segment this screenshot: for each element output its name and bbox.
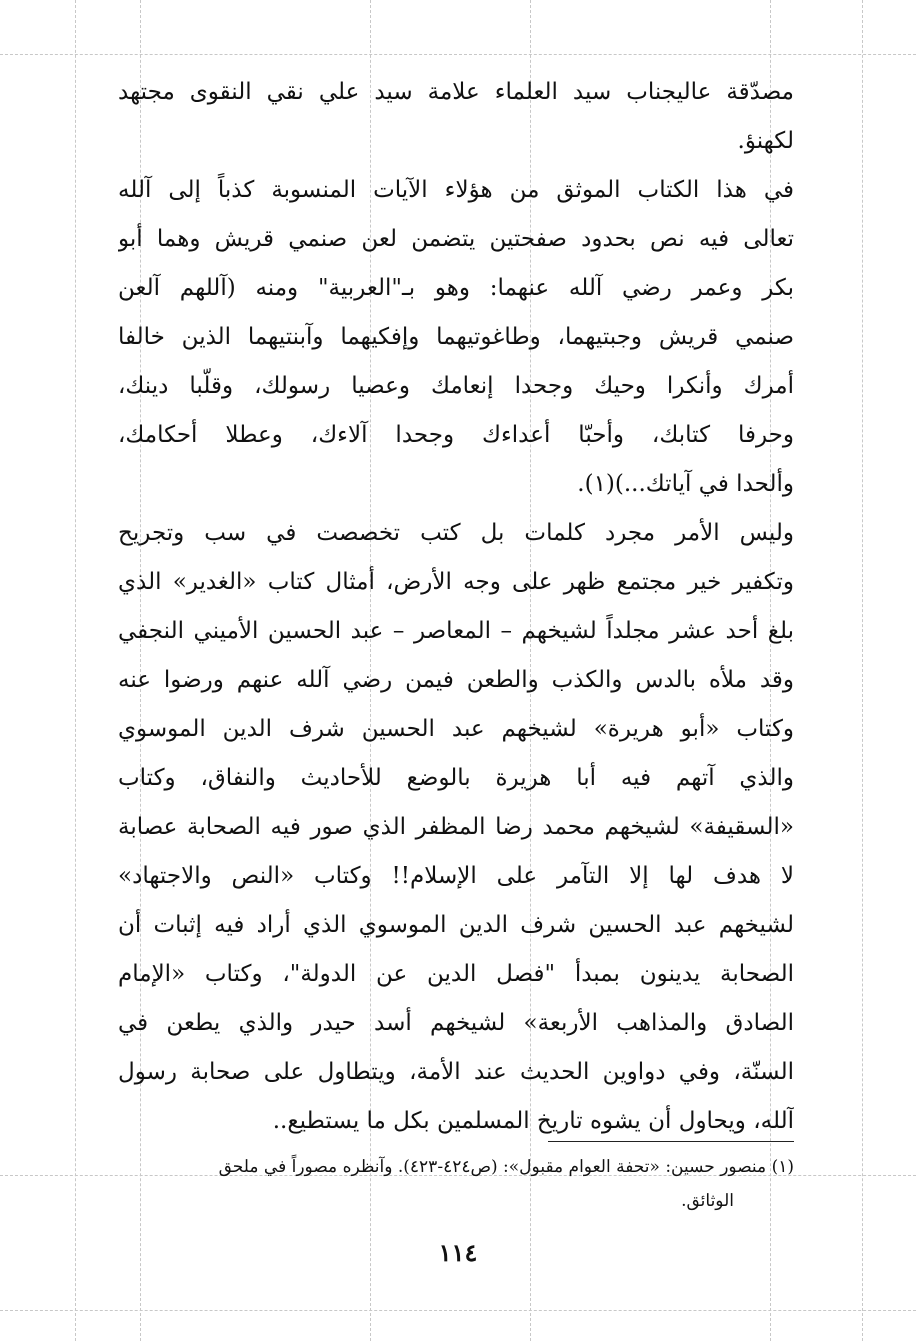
text-line: وألحدا في آياتك...)(١).	[577, 471, 794, 497]
text-line: بكر وعمر رضي آلله عنهما: وهو بـ"العربية" ومنه (آللهم آلعن	[118, 275, 794, 301]
footnote-line: الوثائق.	[681, 1191, 734, 1211]
text-line: بلغ أحد عشر مجلداً لشيخهم – المعاصر – عبد الحسين الأميني النجفي	[118, 618, 794, 644]
page-number: ١١٤	[438, 1238, 478, 1267]
guide-line	[862, 0, 863, 1341]
text-line: السنّة، وفي دواوين الحديث عند الأمة، ويتطاول على صحابة رسول	[118, 1059, 794, 1085]
text-line: وقد ملأه بالدس والكذب والطعن فيمن رضي آلله عنهم ورضوا عنه	[118, 667, 794, 693]
guide-line	[0, 54, 916, 55]
text-line: لا هدف لها إلا التآمر على الإسلام!! وكتاب «النص والاجتهاد»	[118, 863, 794, 889]
footnotes	[118, 1150, 794, 1218]
text-line: تعالى فيه نص بحدود صفحتين يتضمن لعن صنمي قريش وهما أبو	[118, 226, 794, 252]
text-line: الصادق والمذاهب الأربعة» لشيخهم أسد حيدر والذي يطعن في	[118, 1010, 794, 1036]
text-line: آلله، ويحاول أن يشوه تاريخ المسلمين بكل ما يستطيع..	[272, 1108, 794, 1134]
page-body	[118, 68, 794, 1146]
text-line: وكتاب «أبو هريرة» لشيخهم عبد الحسين شرف الدين الموسوي	[118, 716, 794, 742]
text-line: وليس الأمر مجرد كلمات بل كتب تخصصت في سب وتجريح	[118, 520, 794, 546]
text-line: صنمي قريش وجبتيهما، وطاغوتيهما وإفكيهما وآبنتيهما الذين خالفا	[118, 324, 794, 350]
text-line: في هذا الكتاب الموثق من هؤلاء الآيات المنسوبة كذباً إلى آلله	[118, 177, 794, 203]
text-line: مصدّقة عاليجناب سيد العلماء علامة سيد علي نقي النقوى مجتهد	[118, 79, 794, 105]
text-line: وتكفير خير مجتمع ظهر على وجه الأرض، أمثال كتاب «الغدير» الذي	[118, 569, 794, 595]
text-line: والذي آتهم فيه أبا هريرة بالوضع للأحاديث والنفاق، وكتاب	[118, 765, 794, 791]
text-line: لشيخهم عبد الحسين شرف الدين الموسوي الذي أراد فيه إثبات أن	[118, 912, 794, 938]
footnote-separator	[548, 1141, 794, 1142]
text-line: لكهنؤ.	[737, 128, 794, 154]
text-line: «السقيفة» لشيخهم محمد رضا المظفر الذي صور فيه الصحابة عصابة	[118, 814, 794, 840]
text-line: الصحابة يدينون بمبدأ "فصل الدين عن الدولة"، وكتاب «الإمام	[118, 961, 794, 987]
text-line: وحرفا كتابك، وأحبّا أعداءك وجحدا آلاءك، وعطلا أحكامك،	[118, 422, 794, 448]
guide-line	[0, 1310, 916, 1311]
text-line: أمرك وأنكرا وحيك وجحدا إنعامك وعصيا رسولك، وقلّبا دينك،	[118, 373, 794, 399]
guide-line	[75, 0, 76, 1341]
footnote-line: (١) منصور حسين: «تحفة العوام مقبول»: (ص٤٢٤-٤٢٣). وآنظره مصوراً في ملحق	[218, 1157, 794, 1177]
